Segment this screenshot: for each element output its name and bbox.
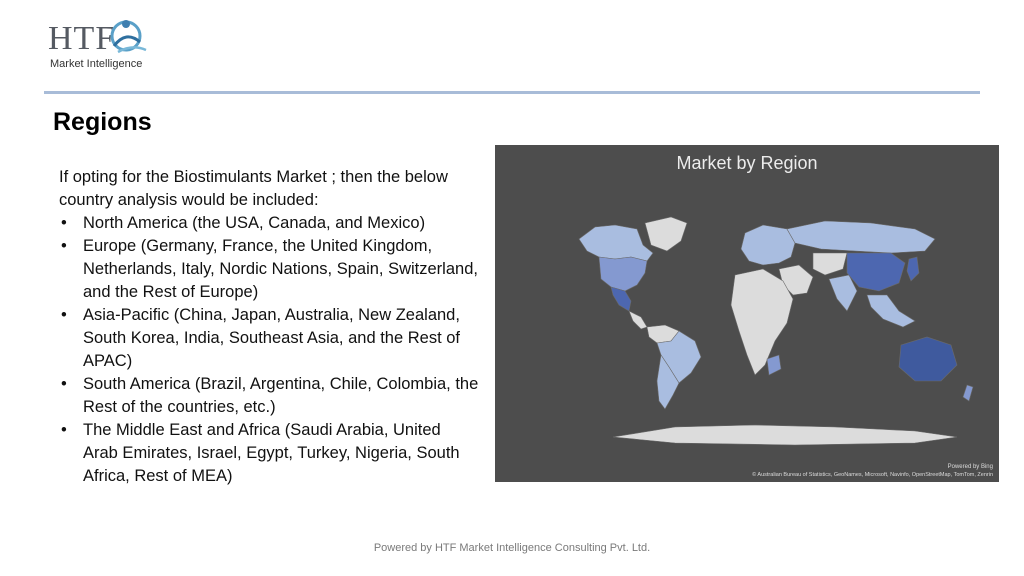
region-item-europe: • Europe (Germany, France, the United Kingdom, Netherlands, Italy, Nordic Nations, Spain, Switzerland, and the Rest of Europe) — [59, 235, 479, 304]
map-japan — [907, 257, 919, 281]
market-by-region-map[interactable] — [495, 145, 999, 482]
map-powered-by: Powered by Bing — [947, 464, 993, 470]
region-item-asia-pacific: • Asia-Pacific (China, Japan, Australia, New Zealand, South Korea, India, Southeast Asia, and the Rest of APAC) — [59, 304, 479, 373]
map-africa — [731, 269, 793, 375]
map-mexico — [611, 287, 631, 311]
region-description — [59, 166, 479, 488]
region-item-middle-east-africa: • The Middle East and Africa (Saudi Arabia, United Arab Emirates, Israel, Egypt, Turkey, Nigeria, South Africa, Rest of MEA) — [59, 419, 479, 488]
map-usa — [599, 257, 647, 291]
intro-text: If opting for the Biostimulants Market ; then the below country analysis would be included: — [59, 168, 448, 209]
logo-tagline: Market Intelligence — [50, 58, 143, 70]
map-australia — [899, 337, 957, 381]
map-greenland — [645, 217, 687, 251]
map-russia — [787, 221, 935, 253]
region-item-north-america: • North America (the USA, Canada, and Mexico) — [59, 212, 479, 235]
map-india — [829, 275, 857, 311]
logo-wordmark: HTF — [48, 20, 116, 57]
map-central-america — [629, 311, 647, 329]
htf-logo — [48, 16, 158, 74]
region-list — [59, 212, 479, 488]
map-credits: © Australian Bureau of Statistics, GeoNames, Microsoft, Navinfo, OpenStreetMap, TomTom, Zenrin — [752, 472, 993, 478]
region-item-south-america: • South America (Brazil, Argentina, Chile, Colombia, the Rest of the countries, etc.) — [59, 373, 479, 419]
footer-text: Powered by HTF Market Intelligence Consulting Pvt. Ltd. — [373, 542, 651, 554]
map-title: Market by Region — [676, 153, 818, 173]
world-map — [495, 145, 999, 482]
map-canada — [579, 225, 653, 261]
map-new-zealand — [963, 385, 973, 401]
map-southeast-asia — [867, 295, 915, 327]
header-divider — [44, 91, 980, 94]
slide-title: Regions — [53, 108, 152, 136]
logo-emblem-icon — [106, 16, 152, 58]
map-antarctica — [613, 425, 957, 445]
map-europe — [741, 225, 795, 265]
map-central-asia — [813, 253, 847, 275]
map-china — [847, 253, 905, 291]
map-southern-africa — [767, 355, 781, 375]
